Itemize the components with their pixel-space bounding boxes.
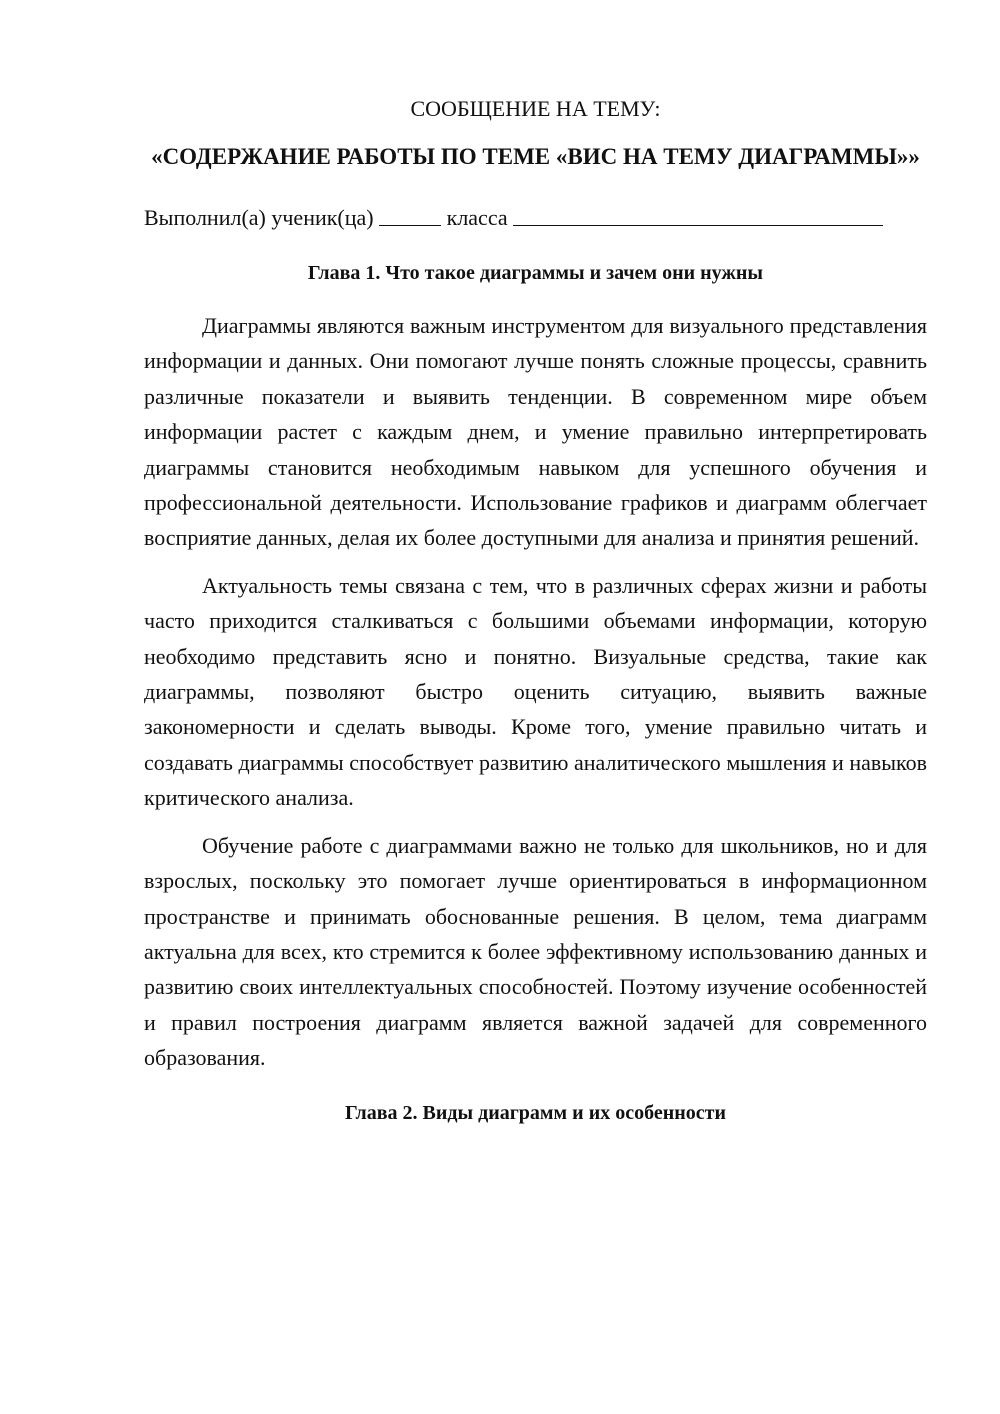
document-header: СООБЩЕНИЕ НА ТЕМУ: — [410, 96, 661, 121]
class-number-blank — [379, 201, 441, 226]
paragraph: Диаграммы являются важным инструментом для визуального представления информации и данных. Они помогают лучше понять сложные процессы, сравнить различные показатели и выявить тенденции. В современном мире объем информации растет с каждым днем, и умение правильно интерпретировать диаграммы становится необходимым навыком для успешного обучения и профессиональной деятельности. Использование графиков и диаграмм облегчает восприятие данных, делая их более доступными для анализа и принятия решений. — [144, 313, 927, 551]
document-title: «СОДЕРЖАНИЕ РАБОТЫ ПО ТЕМЕ «ВИС НА ТЕМУ ДИАГРАММЫ»» — [151, 144, 920, 169]
document-page — [144, 92, 927, 1128]
paragraph: Актуальность темы связана с тем, что в различных сферах жизни и работы часто приходится сталкиваться с большими объемами информации, которую необходимо представить ясно и понятно. Визуальные средства, такие как диаграммы, позволяют быстро оценить ситуацию, выявить важные закономерности и сделать выводы. Кроме того, умение правильно читать и создавать диаграммы способствует развитию аналитического мышления и навыков критического анализа. — [144, 572, 927, 811]
class-label: класса — [446, 205, 508, 230]
author-label: Выполнил(а) ученик(ца) — [144, 205, 374, 230]
author-line — [144, 200, 927, 234]
student-name-blank — [513, 201, 883, 226]
chapter-2-heading: Глава 2. Виды диаграмм и их особенности — [345, 1101, 726, 1124]
paragraph: Обучение работе с диаграммами важно не только для школьников, но и для взрослых, поскольку это помогает лучше ориентироваться в информационном пространстве и принимать обоснованные решения. В целом, тема диаграмм актуальна для всех, кто стремится к более эффективному использованию данных и развитию своих интеллектуальных способностей. Поэтому изучение особенностей и правил построения диаграмм является важной задачей для современного образования. — [144, 832, 927, 1071]
chapter-1-heading: Глава 1. Что такое диаграммы и зачем они нужны — [307, 262, 764, 284]
